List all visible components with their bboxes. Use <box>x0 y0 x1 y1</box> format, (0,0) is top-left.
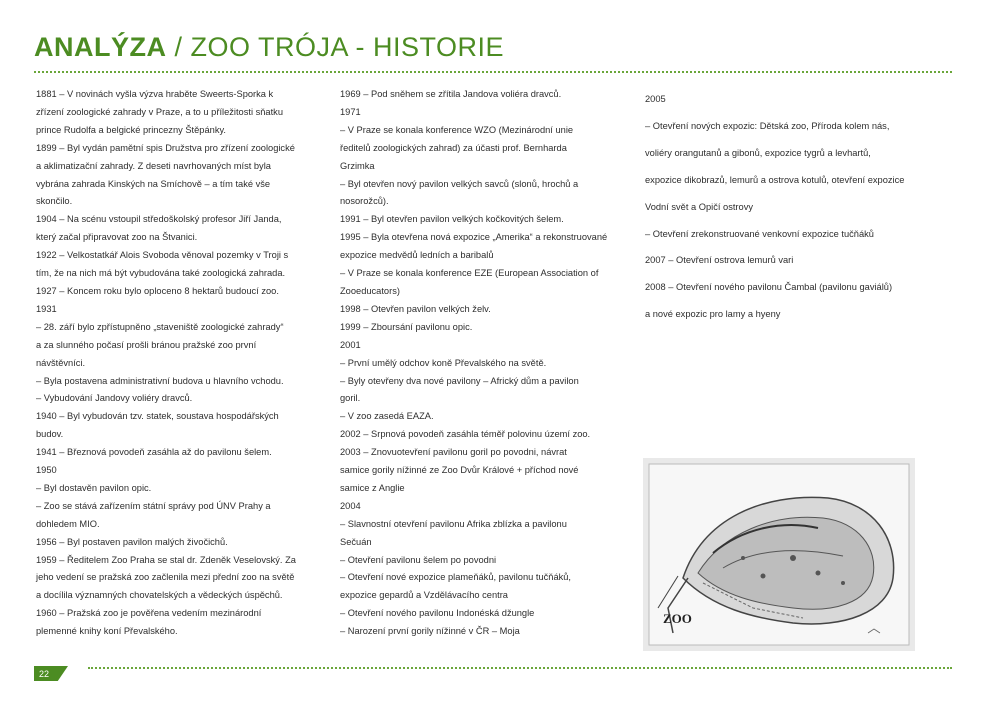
history-line: – Otevření nových expozic: Dětská zoo, Příroda kolem nás, <box>645 120 890 131</box>
title-subsection: / ZOO TRÓJA - HISTORIE <box>166 32 505 62</box>
history-line: prince Rudolfa a belgické princezny Štěpánky. <box>36 124 227 135</box>
historic-zoo-map-photo <box>643 458 915 651</box>
top-divider <box>34 71 952 73</box>
history-line: 2001 <box>340 339 361 350</box>
history-line: který začal připravovat zoo na Štvanici. <box>36 232 198 243</box>
history-line: zřízení zoologické zahrady v Praze, a to u příležitosti sňatku <box>36 106 284 117</box>
history-line: 2008 – Otevření nového pavilonu Čambal (pavilonu gaviálů) <box>645 282 893 293</box>
history-line: goril. <box>340 393 361 404</box>
history-line: – První umělý odchov koně Převalského na světě. <box>340 357 547 368</box>
history-line: 1927 – Koncem roku bylo oploceno 8 hektarů budoucí zoo. <box>36 285 279 296</box>
history-line: samice gorily nížinné ze Zoo Dvůr Králové + příchod nové <box>340 465 579 476</box>
history-line: Sečuán <box>340 536 372 547</box>
history-line: a za slunného počasí prošli bránou pražské zoo první <box>36 339 257 350</box>
history-line: 1995 – Byla otevřena nová expozice „Amerika“ a rekonstruované <box>340 232 608 243</box>
history-line: – V Praze se konala konference EZE (European Association of <box>340 268 599 279</box>
history-line: nosorožců). <box>340 196 389 207</box>
history-line: expozice medvědů ledních a baribalů <box>340 250 494 261</box>
history-line: samice z Anglie <box>340 482 405 493</box>
history-line: 2005 <box>645 94 666 104</box>
history-line: 2002 – Srpnová povodeň zasáhla téměř polovinu území zoo. <box>340 429 591 440</box>
history-line: 1881 – V novinách vyšla výzva hraběte Sweerts-Sporka k <box>36 89 274 99</box>
text-column-1 <box>36 86 316 641</box>
history-line: 2007 – Otevření ostrova lemurů vari <box>645 255 794 266</box>
text-column-3 <box>645 86 935 328</box>
history-line: Zooeducators) <box>340 285 400 296</box>
map-label: ZOO <box>663 611 692 626</box>
history-line: 1969 – Pod sněhem se zřítila Jandova voliéra dravců. <box>340 89 562 99</box>
history-line: voliéry orangutanů a gibonů, expozice tygrů a levhartů, <box>645 147 871 158</box>
history-line: ředitelů zoologických zahrad) za účasti prof. Bernharda <box>340 142 567 153</box>
history-line: 1956 – Byl postaven pavilon malých živočichů. <box>36 536 228 547</box>
history-line: skončilo. <box>36 196 73 207</box>
history-line: plemenné knihy koní Převalského. <box>36 626 178 637</box>
history-line: 1922 – Velkostatkář Alois Svoboda věnoval pozemky v Troji s <box>36 250 289 261</box>
page-number: 22 <box>39 669 50 679</box>
history-line: 2004 <box>340 500 361 511</box>
history-line: – Otevření pavilonu šelem po povodni <box>340 554 497 565</box>
history-line: – V zoo zasedá EAZA. <box>340 411 434 422</box>
history-line: 1941 – Březnová povodeň zasáhla až do pavilonu šelem. <box>36 447 272 458</box>
history-line: 1904 – Na scénu vstoupil středoškolský profesor Jiří Janda, <box>36 214 282 225</box>
history-line: – Otevření nové expozice plameňáků, pavilonu tučňáků, <box>340 572 572 583</box>
history-line: 1931 <box>36 303 57 314</box>
history-line: – 28. září bylo zpřístupněno „staveniště zoologické zahrady“ <box>36 321 284 332</box>
history-line: – Otevření nového pavilonu Indonéská džungle <box>340 608 535 619</box>
history-line: – Byla postavena administrativní budova u hlavního vchodu. <box>36 375 284 386</box>
history-line: jeho vedení se pražská zoo začlenila mezi přední zoo na světě <box>36 572 295 583</box>
history-line: – Byly otevřeny dva nové pavilony – Africký dům a pavilon <box>340 375 579 386</box>
history-line: budov. <box>36 429 64 440</box>
history-line: a nové expozic pro lamy a hyeny <box>645 309 781 320</box>
history-line: expozice dikobrazů, lemurů a ostrova kotulů, otevření expozice <box>645 174 905 185</box>
history-line: 2003 – Znovuotevření pavilonu goril po povodni, návrat <box>340 447 567 458</box>
history-line: 1899 – Byl vydán pamětní spis Družstva pro zřízení zoologické <box>36 142 295 153</box>
history-line: Grzimka <box>340 160 375 171</box>
history-line: expozice gepardů a Vzdělávacího centra <box>340 590 508 601</box>
title-section: ANALÝZA <box>34 32 167 62</box>
history-line: 1940 – Byl vybudován tzv. statek, soustava hospodářských <box>36 411 279 422</box>
history-line: 1999 – Zboursání pavilonu opic. <box>340 321 473 332</box>
history-line: – Narození první gorily nížinné v ČR – Moja <box>340 626 520 637</box>
history-line: vybrána zahrada Kinských na Smíchově – a tím také vše <box>36 178 271 189</box>
history-line: – V Praze se konala konference WZO (Mezinárodní unie <box>340 124 574 135</box>
history-line: Vodní svět a Opičí ostrovy <box>645 201 753 212</box>
history-line: návštěvníci. <box>36 357 86 368</box>
history-line: a aklimatizační zahrady. Z deseti navrhovaných míst byla <box>36 160 271 171</box>
history-line: – Otevření zrekonstruované venkovní expozice tučňáků <box>645 228 874 239</box>
bottom-divider <box>88 667 952 669</box>
page-title <box>34 30 504 64</box>
history-line: 1991 – Byl otevřen pavilon velkých kočkovitých šelem. <box>340 214 564 225</box>
history-line: 1959 – Ředitelem Zoo Praha se stal dr. Zdeněk Veselovský. Za <box>36 554 296 565</box>
history-line: 1960 – Pražská zoo je pověřena vedením mezinárodní <box>36 608 262 619</box>
history-line: 1950 <box>36 465 57 476</box>
history-line: dohledem MIO. <box>36 518 100 529</box>
history-line: – Zoo se stává zařízením státní správy pod ÚNV Prahy a <box>36 500 271 511</box>
history-line: 1998 – Otevřen pavilon velkých želv. <box>340 303 491 314</box>
history-line: 1971 <box>340 106 361 117</box>
zoo-plan-drawing <box>643 458 915 651</box>
history-line: – Byl dostavěn pavilon opic. <box>36 482 152 493</box>
history-line: a docílila významných chovatelských a vědeckých úspěchů. <box>36 590 283 601</box>
history-line: tím, že na nich má být vybudována také zoologická zahrada. <box>36 268 286 279</box>
history-line: – Slavnostní otevření pavilonu Afrika zblízka a pavilonu <box>340 518 567 529</box>
history-line: – Byl otevřen nový pavilon velkých savců (slonů, hrochů a <box>340 178 579 189</box>
text-column-2 <box>340 86 622 641</box>
history-line: – Vybudování Jandovy voliéry dravců. <box>36 393 193 404</box>
